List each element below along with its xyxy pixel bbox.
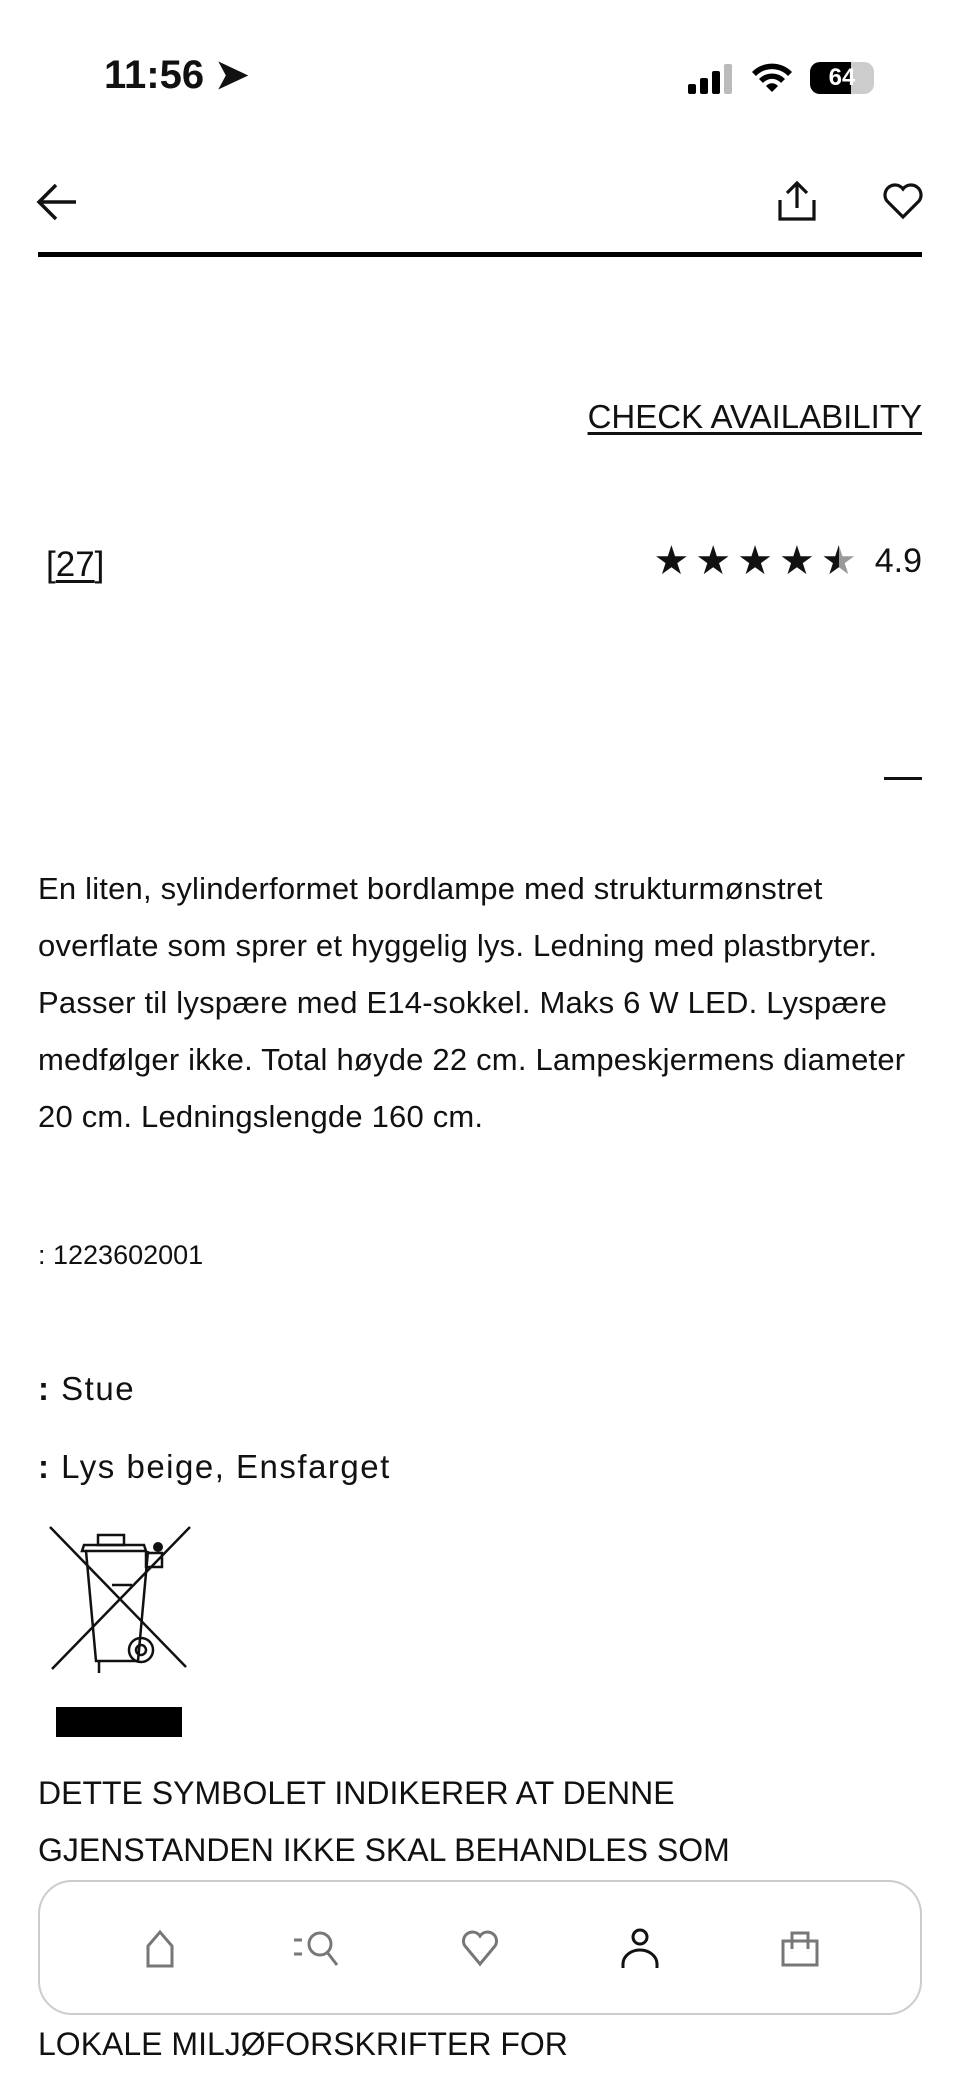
check-availability-link[interactable]: CHECK AVAILABILITY bbox=[587, 398, 922, 435]
battery-indicator: 64 bbox=[810, 62, 874, 94]
share-icon[interactable] bbox=[776, 180, 818, 222]
back-arrow-icon[interactable] bbox=[36, 182, 78, 222]
cellular-signal-icon bbox=[688, 64, 736, 94]
nav-bag[interactable] bbox=[770, 1918, 830, 1978]
account-icon bbox=[619, 1926, 661, 1970]
collapse-toggle[interactable] bbox=[884, 777, 922, 780]
nav-search[interactable] bbox=[290, 1918, 350, 1978]
star-full-icon: ★ bbox=[653, 539, 690, 583]
nav-favourites[interactable] bbox=[450, 1918, 510, 1978]
weee-text-line: LOKALE MILJØFORSKRIFTER FOR bbox=[38, 2026, 568, 2062]
star-full-icon: ★ bbox=[737, 539, 774, 583]
favourite-heart-icon[interactable] bbox=[882, 182, 924, 220]
heart-icon bbox=[459, 1928, 501, 1968]
bottom-nav bbox=[38, 1880, 922, 2015]
article-number: : 1223602001 bbox=[38, 1240, 204, 1270]
wifi-icon bbox=[750, 60, 794, 94]
star-full-icon: ★ bbox=[695, 539, 732, 583]
weee-crossed-bin-icon bbox=[46, 1525, 196, 1740]
star-full-icon: ★ bbox=[779, 539, 815, 583]
header-divider bbox=[38, 252, 922, 257]
review-count-link[interactable]: [27] bbox=[46, 545, 105, 584]
room-attribute: : Stue bbox=[38, 1370, 136, 1407]
nav-account[interactable] bbox=[610, 1918, 670, 1978]
search-icon bbox=[292, 1928, 348, 1968]
status-time: 11:56 ➤ bbox=[104, 53, 249, 97]
shopping-bag-icon bbox=[779, 1927, 821, 1969]
rating[interactable] bbox=[653, 541, 922, 581]
color-attribute: : Lys beige, Ensfarget bbox=[38, 1448, 391, 1485]
location-arrow-icon: ➤ bbox=[215, 53, 249, 97]
nav-home[interactable] bbox=[130, 1918, 190, 1978]
star-half-icon: ★ bbox=[820, 539, 857, 583]
rating-value: 4.9 bbox=[874, 541, 922, 580]
weee-text-line: DETTE SYMBOLET INDIKERER AT DENNE bbox=[38, 1775, 675, 1811]
product-description: En liten, sylinderformet bordlampe med strukturmønstret overflate som sprer et hyggelig lys. Ledning med plastbryter. Passer til lyspære med E14-sokkel. Maks 6 W LED. Lyspære medfølger ikke. Total høyde 22 cm. Lampeskjermens diameter 20 cm. Ledningslengde 160 cm. bbox=[38, 871, 906, 1134]
weee-text-line: GJENSTANDEN IKKE SKAL BEHANDLES SOM bbox=[38, 1832, 730, 1868]
home-icon bbox=[140, 1928, 180, 1968]
